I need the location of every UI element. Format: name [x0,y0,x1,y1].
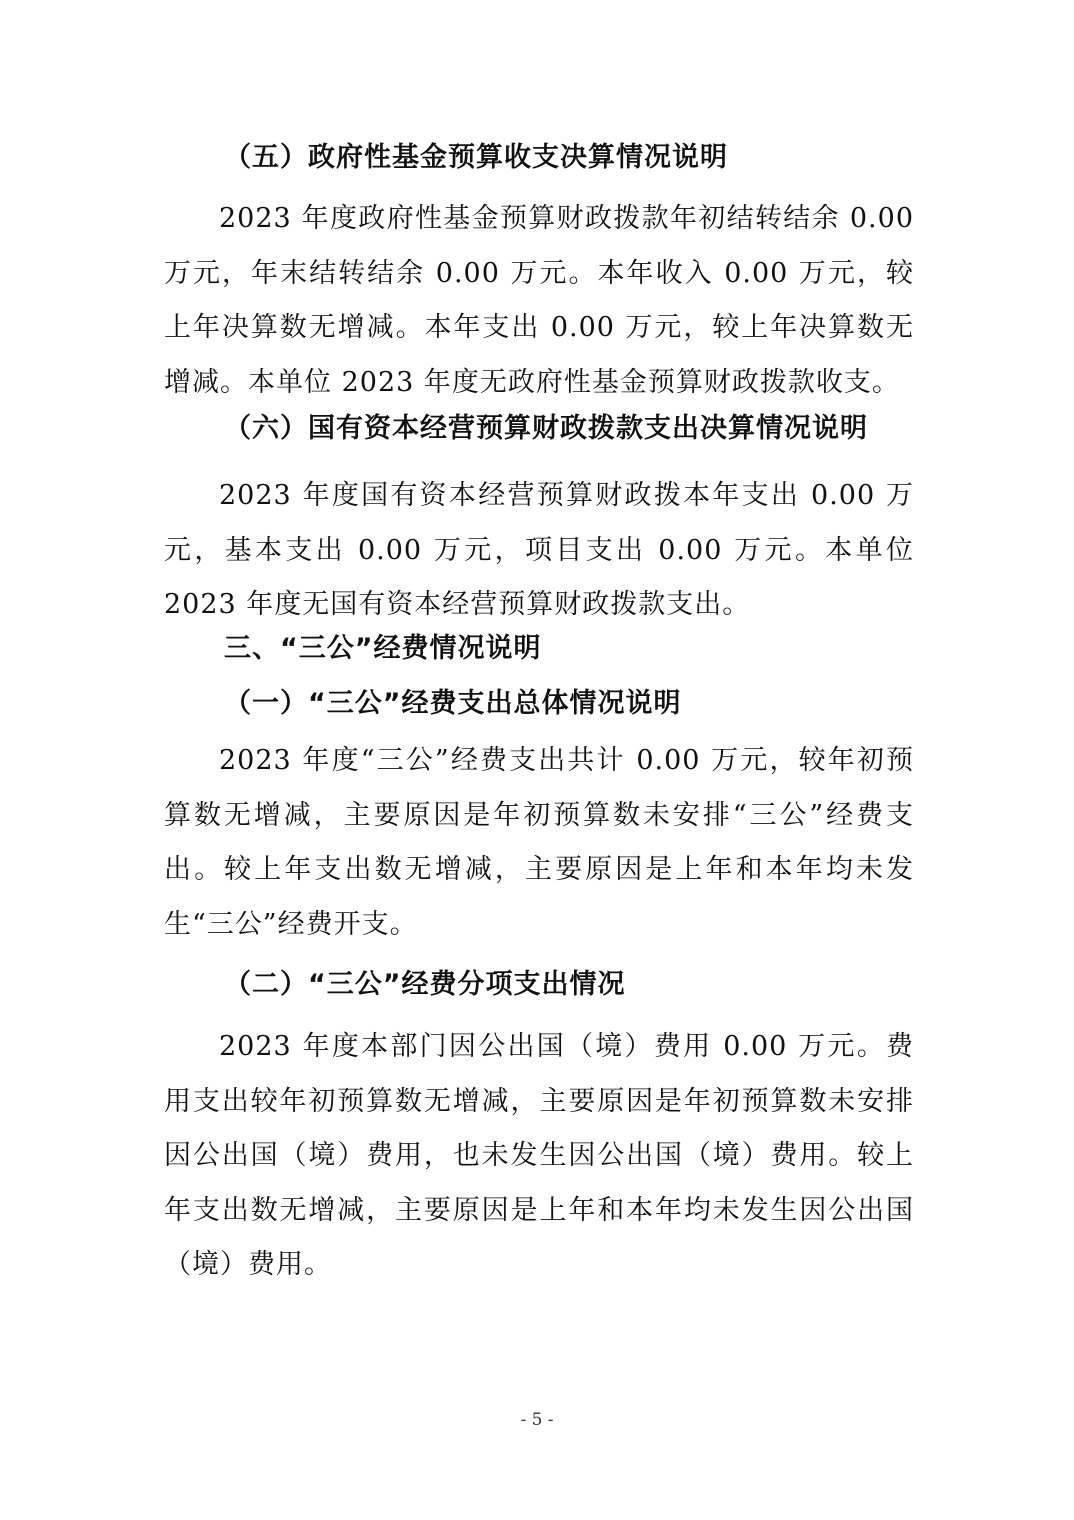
subsection-heading-2: （二）“三公”经费分项支出情况 [224,969,626,1000]
section-paragraph-5: 2023 年度政府性基金预算财政拨款年初结转结余 0.00 万元，年末结转结余 0.00 万元。本年收入 0.00 万元，较上年决算数无增减。本年支出 0.00 万元，较上年决算数无增减。本单位 2023 年度无政府性基金预算财政拨款收支。 [164,203,914,398]
subsection-paragraph-2: 2023 年度本部门因公出国（境）费用 0.00 万元。费用支出较年初预算数无增减，主要原因是年初预算数未安排因公出国（境）费用，也未发生因公出国（境）费用。较上年支出数无增减，主要原因是上年和本年均未发生因公出国（境）费用。 [164,1031,914,1280]
section-heading-6: （六）国有资本经营预算财政拨款支出决算情况说明 [224,413,868,444]
chapter-heading-three: 三、“三公”经费情况说明 [224,633,542,664]
section-heading-5: （五）政府性基金预算收支决算情况说明 [224,142,728,173]
page-number: - 5 - [520,1410,554,1430]
subsection-heading-1: （一）“三公”经费支出总体情况说明 [224,688,682,719]
section-paragraph-6: 2023 年度国有资本经营预算财政拨本年支出 0.00 万元，基本支出 0.00 万元，项目支出 0.00 万元。本单位 2023 年度无国有资本经营预算财政拨款支出。 [164,480,914,620]
subsection-paragraph-1: 2023 年度“三公”经费支出共计 0.00 万元，较年初预算数无增减，主要原因是年初预算数未安排“三公”经费支出。较上年支出数无增减，主要原因是上年和本年均未发生“三公”经费开支。 [164,745,914,940]
